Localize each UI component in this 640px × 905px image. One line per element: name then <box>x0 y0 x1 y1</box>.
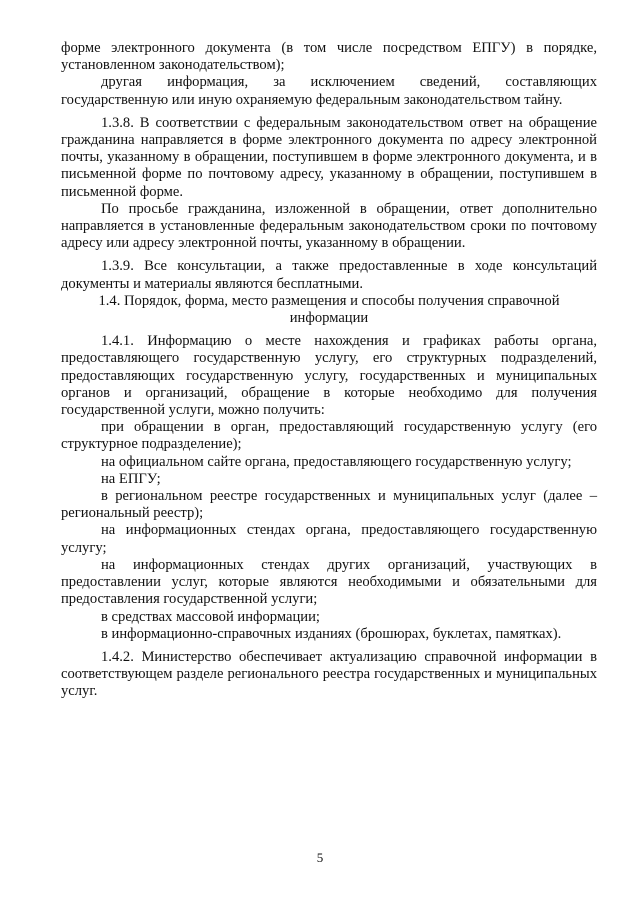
paragraph: в средствах массовой информации; <box>101 608 320 625</box>
paragraph: на ЕПГУ; <box>101 470 161 487</box>
paragraph: другая информация, за исключением сведений, составляющих государственную или иную охраняемую федеральным законодательством тайну. <box>61 74 597 108</box>
page-number: 5 <box>316 850 324 865</box>
paragraph: при обращении в орган, предоставляющий государственную услугу (его структурное подразделение); <box>61 419 597 453</box>
paragraph: 1.4.1. Информацию о месте нахождения и графиках работы органа, предоставляющего государственную услугу, его структурных подразделений, предоставляющих государственную услугу, государственных и муниципальных органов и организаций, обращение в которые необходимо для получения государственной услуги, можно получить: <box>61 333 597 419</box>
paragraph: на официальном сайте органа, предоставляющего государственную услугу; <box>101 453 572 470</box>
document-body <box>61 40 597 701</box>
paragraph: 1.4.2. Министерство обеспечивает актуализацию справочной информации в соответствующем разделе регионального реестра государственных и муниципальных услуг. <box>61 648 597 700</box>
paragraph: По просьбе гражданина, изложенной в обращении, ответ дополнительно направляется в установленные федеральным законодательством сроки по почтовому адресу или адресу электронной почты, указанному в обращении. <box>61 200 597 252</box>
paragraph: 1.3.9. Все консультации, а также предоставленные в ходе консультаций документы и материалы являются бесплатными. <box>61 258 597 292</box>
paragraph: в региональном реестре государственных и муниципальных услуг (далее – региональный реестр); <box>61 488 597 522</box>
paragraph: на информационных стендах других организаций, участвующих в предоставлении услуг, которые являются необходимыми и обязательными для предоставления государственной услуги; <box>61 556 597 608</box>
paragraph: форме электронного документа (в том числе посредством ЕПГУ) в порядке, установленном законодательством); <box>61 40 597 74</box>
paragraph: на информационных стендах органа, предоставляющего государственную услугу; <box>61 522 597 556</box>
section-heading: 1.4. Порядок, форма, место размещения и способы получения справочной информации <box>98 292 560 327</box>
paragraph: 1.3.8. В соответствии с федеральным законодательством ответ на обращение гражданина направляется в форме электронного документа по адресу электронной почты, указанному в обращении, поступившем в форме электронного документа, и в письменной форме по почтовому адресу, указанному в обращении, поступившем в письменной форме. <box>61 114 597 200</box>
paragraph: в информационно-справочных изданиях (брошюрах, буклетах, памятках). <box>101 625 562 642</box>
